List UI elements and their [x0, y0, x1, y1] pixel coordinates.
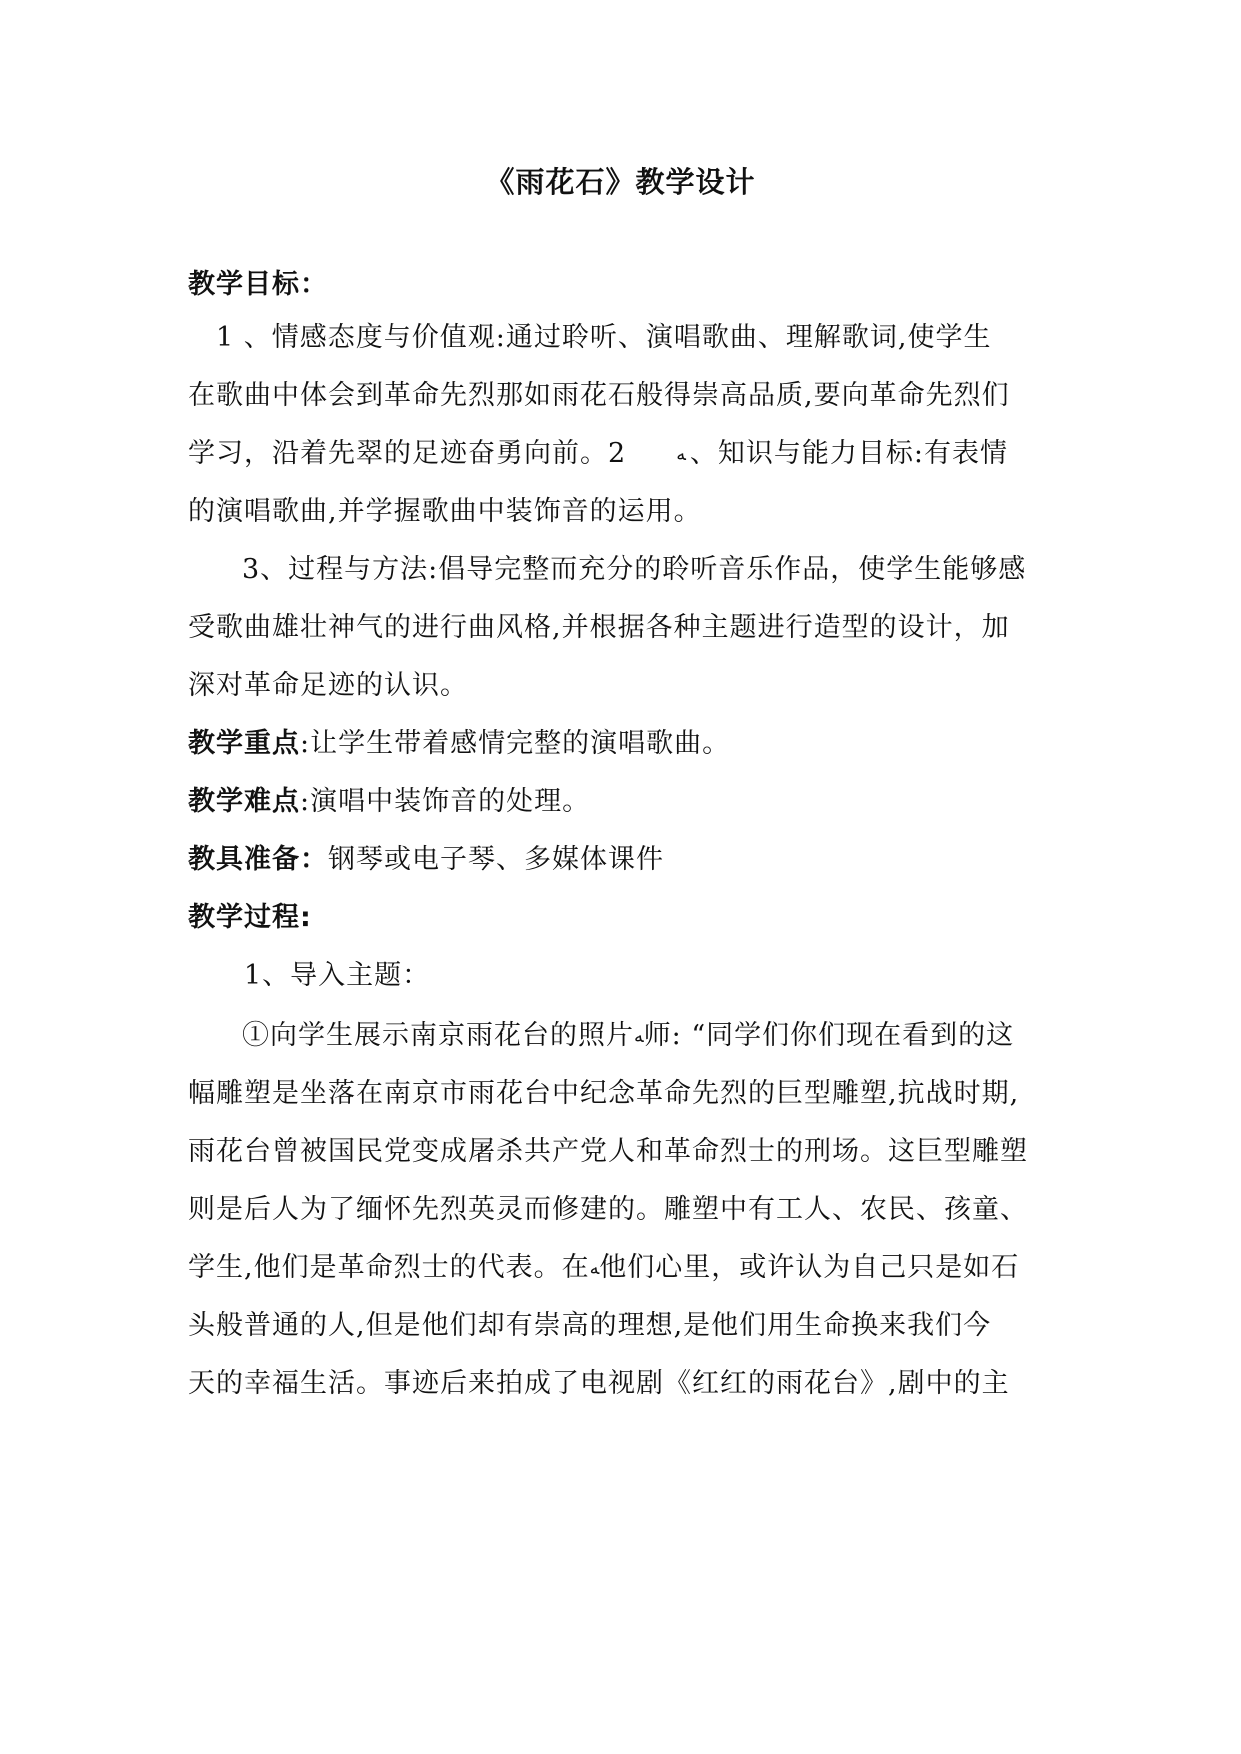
- materials-label: 教具准备：: [188, 844, 328, 875]
- para-line5: [188, 1248, 1068, 1289]
- process-heading: 教学过程:: [188, 902, 312, 933]
- objective1-line4: 的演唱歌曲,并学握歌曲中装饰音的运用。: [188, 496, 702, 527]
- para-line5-part1: 学生,他们是革命烈士的代表。在: [188, 1252, 590, 1283]
- para-line1-part2: 师: “同学们你们现在看到的这: [643, 1020, 1015, 1051]
- para-line1-part1: ①向学生展示南京雨花台的照片: [242, 1020, 634, 1051]
- difficulty-label: 教学难点: [188, 786, 300, 817]
- key-point-label: 教学重点: [188, 728, 300, 759]
- materials: [188, 840, 1068, 880]
- para-line5-part2: 他们心里，或许认为自己只是如石: [599, 1252, 1020, 1283]
- objective1-line1: 1 、情感态度与价值观:通过聆听、演唱歌曲、理解歌词,使学生: [216, 322, 992, 353]
- objective3-line2: 受歌曲雄壮神气的进行曲风格,并根据各种主题进行造型的设计，加: [188, 612, 1010, 643]
- stray-mark-icon: ﻪ: [634, 1026, 644, 1047]
- step1-heading: 1、导入主题：: [244, 960, 431, 991]
- objective1-line2: 在歌曲中体会到革命先烈那如雨花石般得崇高品质,要向革命先烈们: [188, 380, 1010, 411]
- objective1-line3: [188, 434, 1068, 475]
- document-title: 《雨花石》教学设计: [485, 165, 756, 199]
- materials-text: 钢琴或电子琴、多媒体课件: [328, 844, 664, 875]
- key-point-text: :让学生带着感情完整的演唱歌曲。: [300, 728, 731, 759]
- stray-mark-icon: ﻪ: [676, 444, 686, 465]
- key-point: [188, 724, 1068, 764]
- objectives-heading: 教学目标：: [188, 269, 328, 300]
- para-line2: 幅雕塑是坐落在南京市雨花台中纪念革命先烈的巨型雕塑,抗战时期,: [188, 1078, 1020, 1109]
- objective3-line1: 3、过程与方法:倡导完整而充分的聆听音乐作品，使学生能够感: [242, 554, 1027, 585]
- difficulty: [188, 782, 1068, 822]
- para-line7: 天的幸福生活。事迹后来拍成了电视剧《红红的雨花台》,剧中的主: [188, 1368, 1010, 1399]
- stray-mark-icon: ﻪ: [589, 1258, 600, 1279]
- para-line3: 雨花台曾被国民党变成屠杀共产党人和革命烈士的刑场。这巨型雕塑: [188, 1136, 1028, 1167]
- para-line6: 头般普通的人,但是他们却有崇高的理想,是他们用生命换来我们今: [188, 1310, 992, 1341]
- objective3-line3: 深对革命足迹的认识。: [188, 670, 468, 701]
- para-line1: [242, 1016, 1122, 1057]
- objective1-line3-part1: 学习，沿着先翠的足迹奋勇向前。2: [188, 438, 627, 469]
- para-line4: 则是后人为了缅怀先烈英灵而修建的。雕塑中有工人、农民、孩童、: [188, 1194, 1028, 1225]
- difficulty-text: :演唱中装饰音的处理。: [300, 786, 591, 817]
- objective1-line3-part2: 、知识与能力目标:有表情: [689, 438, 1008, 469]
